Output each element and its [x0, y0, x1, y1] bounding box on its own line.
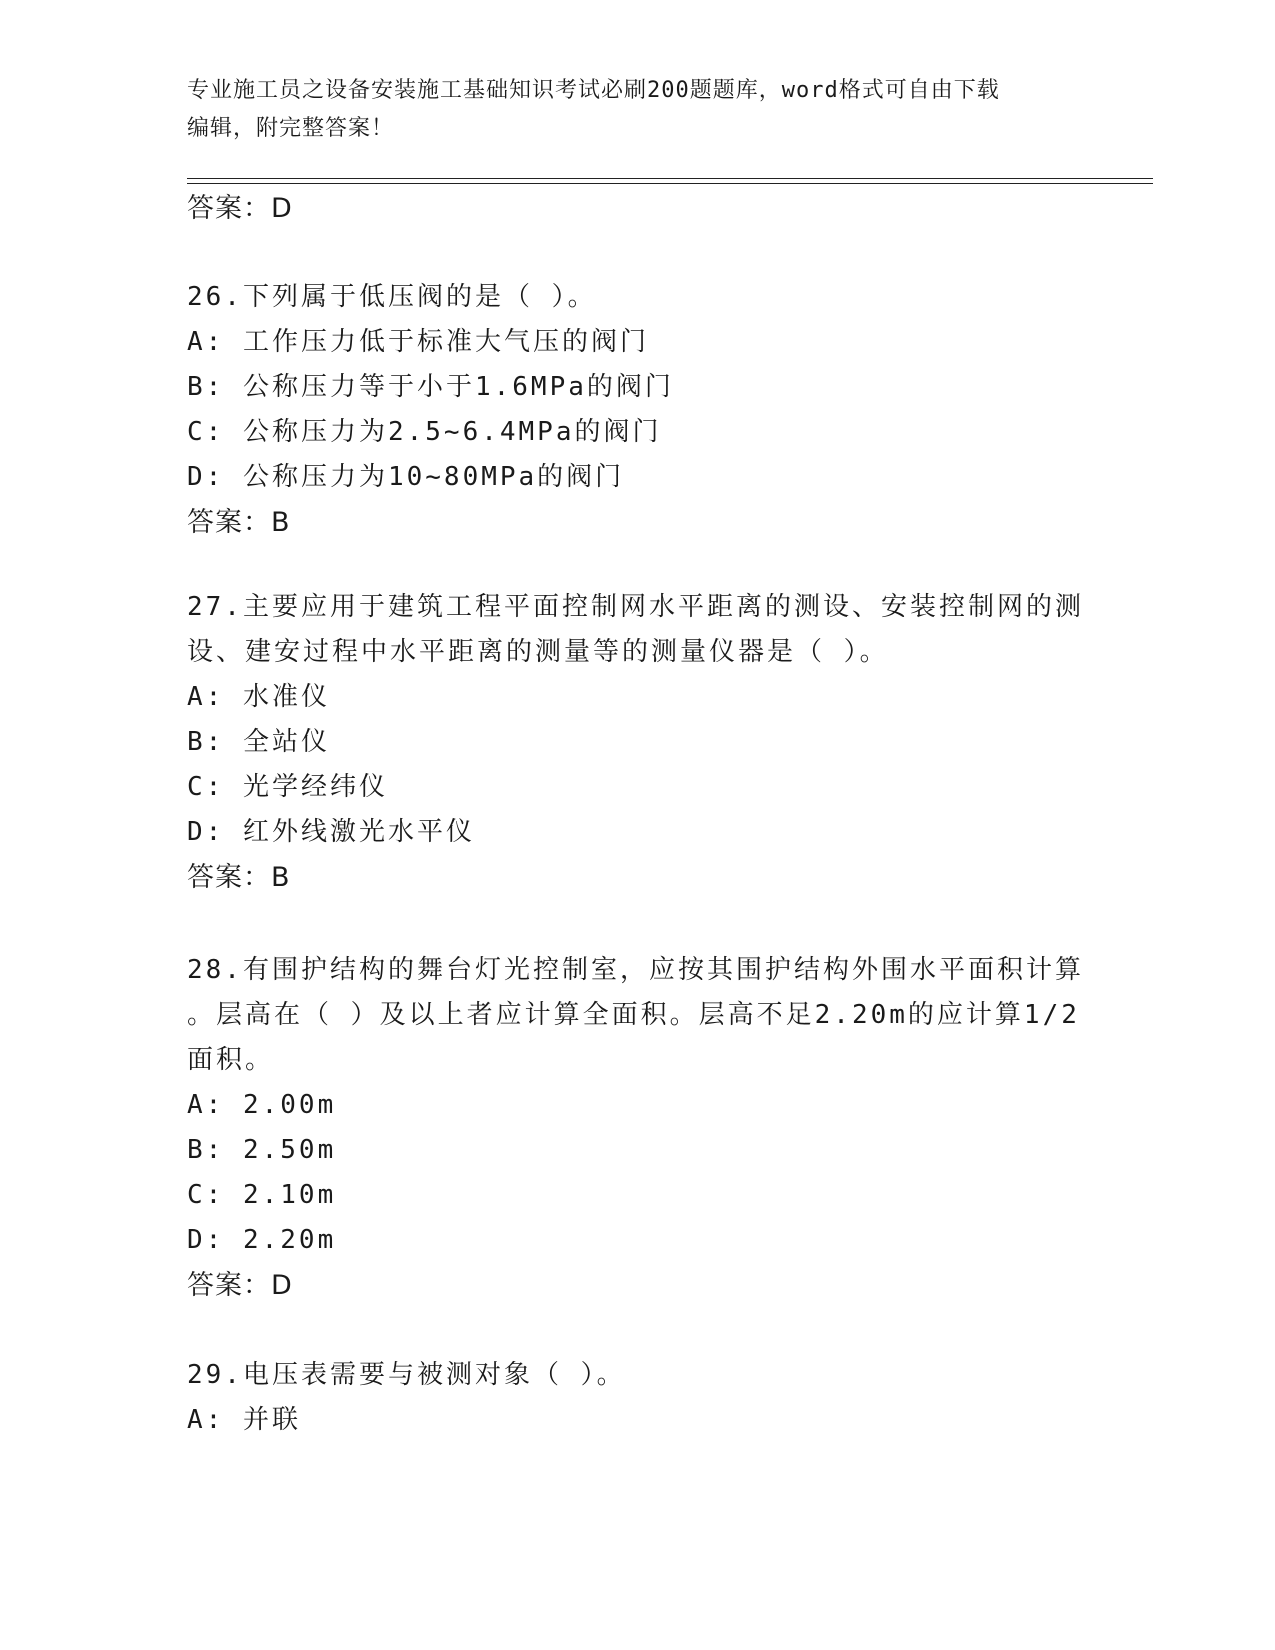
question-stem: 27.主要应用于建筑工程平面控制网水平距离的测设、安装控制网的测 — [187, 592, 1084, 622]
header-divider-bottom — [187, 183, 1153, 184]
answer-line — [187, 1263, 1087, 1308]
question-stem: 26.下列属于低压阀的是（ ）。 — [187, 282, 597, 312]
question-29 — [187, 1353, 1087, 1443]
answer-label: 答案： — [187, 1270, 271, 1301]
header-line-1: 专业施工员之设备安装施工基础知识考试必刷200题题库，word格式可自由下载 — [187, 78, 1000, 103]
question-stem: 。层高在（ ）及以上者应计算全面积。层高不足2.20m的应计算1/2 — [187, 1000, 1080, 1030]
option-d: D: 红外线激光水平仪 — [187, 817, 475, 847]
question-26 — [187, 275, 1087, 545]
answer-label: 答案： — [187, 507, 271, 538]
option-a: A: 并联 — [187, 1405, 301, 1435]
answer-value: B — [271, 862, 291, 893]
option-c: C: 光学经纬仪 — [187, 772, 388, 802]
document-header — [187, 72, 1087, 148]
header-line-2: 编辑，附完整答案！ — [187, 116, 395, 141]
answer-line — [187, 500, 1087, 545]
option-d: D: 2.20m — [187, 1225, 337, 1255]
prev-answer-block — [187, 186, 1087, 231]
option-b: B: 2.50m — [187, 1135, 337, 1165]
answer-line — [187, 855, 1087, 900]
answer-label: 答案： — [187, 193, 271, 224]
option-d: D: 公称压力为10~80MPa的阀门 — [187, 462, 625, 492]
answer-label: 答案： — [187, 862, 271, 893]
option-c: C: 公称压力为2.5~6.4MPa的阀门 — [187, 417, 662, 447]
option-a: A: 水准仪 — [187, 682, 330, 712]
option-c: C: 2.10m — [187, 1180, 337, 1210]
question-stem: 29.电压表需要与被测对象（ ）。 — [187, 1360, 626, 1390]
question-27 — [187, 585, 1087, 900]
question-stem: 面积。 — [187, 1045, 275, 1075]
option-b: B: 全站仪 — [187, 727, 330, 757]
header-divider-top — [187, 178, 1153, 179]
answer-value: B — [271, 507, 291, 538]
answer-value: D — [271, 193, 293, 224]
option-a: A: 2.00m — [187, 1090, 337, 1120]
answer-value: D — [271, 1270, 293, 1301]
question-28 — [187, 948, 1087, 1308]
answer-line — [187, 186, 1087, 231]
option-a: A: 工作压力低于标准大气压的阀门 — [187, 327, 649, 357]
option-b: B: 公称压力等于小于1.6MPa的阀门 — [187, 372, 674, 402]
question-stem: 设、建安过程中水平距离的测量等的测量仪器是（ ）。 — [187, 637, 889, 667]
question-stem: 28.有围护结构的舞台灯光控制室，应按其围护结构外围水平面积计算 — [187, 955, 1084, 985]
